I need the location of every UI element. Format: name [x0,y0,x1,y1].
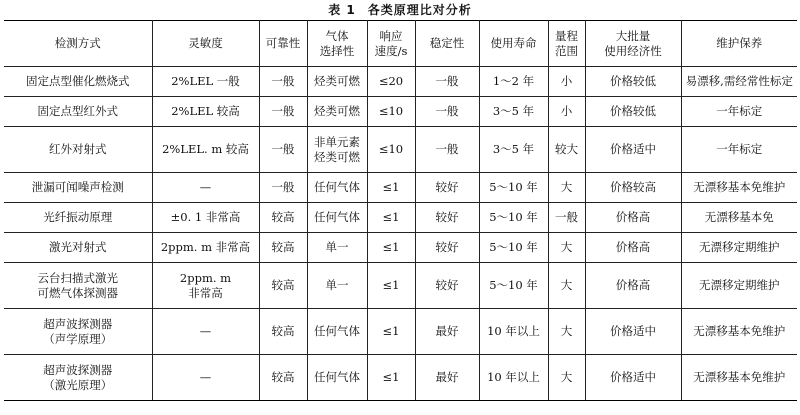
cell-sensitivity: 2%LEL. m 较高 [152,127,259,173]
cell-maintenance: 无漂移基本免维护 [681,309,797,355]
cell-economy: 价格适中 [585,309,681,355]
cell-maintenance: 无漂移基本免 [681,203,797,233]
cell-service-life: 5～10 年 [479,233,548,263]
cell-stability: 较好 [415,233,479,263]
header-range: 量程 范围 [548,21,585,67]
cell-gas-selectivity: 单一 [307,263,367,309]
table-row [4,97,797,127]
cell-stability: 最好 [415,309,479,355]
cell-economy: 价格较高 [585,173,681,203]
cell-sensitivity: 2ppm. m 非常高 [152,233,259,263]
cell-gas-selectivity: 任何气体 [307,309,367,355]
cell-reliability: 较高 [259,355,307,401]
cell-reliability: 较高 [259,203,307,233]
table-row [4,263,797,309]
cell-gas-selectivity: 烃类可燃 [307,67,367,97]
cell-sensitivity: 2%LEL 一般 [152,67,259,97]
cell-maintenance: 易漂移,需经常性标定 [681,67,797,97]
cell-response-speed: ≤1 [367,263,415,309]
cell-range: 较大 [548,127,585,173]
cell-sensitivity: — [152,173,259,203]
cell-economy: 价格适中 [585,127,681,173]
cell-method: 光纤振动原理 [4,203,152,233]
table-title: 各类原理比对分析 [367,3,472,17]
cell-method: 激光对射式 [4,233,152,263]
cell-reliability: 一般 [259,97,307,127]
cell-range: 小 [548,97,585,127]
table-row [4,203,797,233]
header-sensitivity: 灵敏度 [152,21,259,67]
cell-gas-selectivity: 任何气体 [307,203,367,233]
table-row [4,309,797,355]
cell-reliability: 一般 [259,67,307,97]
cell-method: 固定点型红外式 [4,97,152,127]
cell-response-speed: ≤1 [367,233,415,263]
cell-sensitivity: 2%LEL 较高 [152,97,259,127]
header-reliability: 可靠性 [259,21,307,67]
cell-range: 小 [548,67,585,97]
header-method: 检测方式 [4,21,152,67]
cell-economy: 价格高 [585,203,681,233]
cell-response-speed: ≤1 [367,203,415,233]
cell-response-speed: ≤10 [367,127,415,173]
cell-sensitivity: ±0. 1 非常高 [152,203,259,233]
header-stability: 稳定性 [415,21,479,67]
table-row [4,67,797,97]
cell-maintenance: 一年标定 [681,127,797,173]
cell-method: 红外对射式 [4,127,152,173]
cell-service-life: 5～10 年 [479,173,548,203]
cell-gas-selectivity: 任何气体 [307,173,367,203]
cell-service-life: 10 年以上 [479,355,548,401]
cell-stability: 较好 [415,203,479,233]
table-caption [0,0,800,20]
comparison-table [4,20,797,401]
cell-stability: 一般 [415,97,479,127]
cell-stability: 较好 [415,263,479,309]
table-number: 表 1 [328,3,356,17]
header-response-speed: 响应 速度/s [367,21,415,67]
cell-range: 大 [548,355,585,401]
cell-method: 云台扫描式激光 可燃气体探测器 [4,263,152,309]
cell-maintenance: 无漂移基本免维护 [681,355,797,401]
cell-range: 一般 [548,203,585,233]
table-row [4,233,797,263]
cell-response-speed: ≤1 [367,355,415,401]
cell-response-speed: ≤10 [367,97,415,127]
table-row [4,127,797,173]
cell-gas-selectivity: 非单元素 烃类可燃 [307,127,367,173]
cell-maintenance: 无漂移基本免维护 [681,173,797,203]
cell-reliability: 一般 [259,127,307,173]
cell-stability: 较好 [415,173,479,203]
cell-service-life: 3～5 年 [479,127,548,173]
cell-range: 大 [548,263,585,309]
header-maintenance: 维护保养 [681,21,797,67]
cell-maintenance: 一年标定 [681,97,797,127]
cell-method: 泄漏可闻噪声检测 [4,173,152,203]
cell-service-life: 5～10 年 [479,203,548,233]
cell-maintenance: 无漂移定期维护 [681,263,797,309]
cell-response-speed: ≤20 [367,67,415,97]
cell-maintenance: 无漂移定期维护 [681,233,797,263]
cell-reliability: 较高 [259,309,307,355]
cell-service-life: 5～10 年 [479,263,548,309]
cell-gas-selectivity: 任何气体 [307,355,367,401]
table-row [4,355,797,401]
cell-range: 大 [548,233,585,263]
cell-reliability: 一般 [259,173,307,203]
header-service-life: 使用寿命 [479,21,548,67]
cell-reliability: 较高 [259,233,307,263]
cell-gas-selectivity: 烃类可燃 [307,97,367,127]
header-gas-selectivity: 气体 选择性 [307,21,367,67]
cell-reliability: 较高 [259,263,307,309]
cell-service-life: 10 年以上 [479,309,548,355]
cell-economy: 价格高 [585,263,681,309]
cell-method: 超声波探测器 （声学原理） [4,309,152,355]
cell-economy: 价格高 [585,233,681,263]
cell-stability: 一般 [415,127,479,173]
cell-stability: 一般 [415,67,479,97]
cell-range: 大 [548,173,585,203]
cell-response-speed: ≤1 [367,173,415,203]
cell-economy: 价格较低 [585,67,681,97]
cell-gas-selectivity: 单一 [307,233,367,263]
cell-economy: 价格较低 [585,97,681,127]
header-economy: 大批量 使用经济性 [585,21,681,67]
cell-sensitivity: — [152,355,259,401]
cell-service-life: 1～2 年 [479,67,548,97]
cell-range: 大 [548,309,585,355]
cell-economy: 价格适中 [585,355,681,401]
cell-sensitivity: 2ppm. m 非常高 [152,263,259,309]
cell-sensitivity: — [152,309,259,355]
cell-response-speed: ≤1 [367,309,415,355]
table-row [4,173,797,203]
cell-stability: 最好 [415,355,479,401]
cell-method: 固定点型催化燃烧式 [4,67,152,97]
cell-service-life: 3～5 年 [479,97,548,127]
header-row [4,21,797,67]
cell-method: 超声波探测器 （激光原理） [4,355,152,401]
